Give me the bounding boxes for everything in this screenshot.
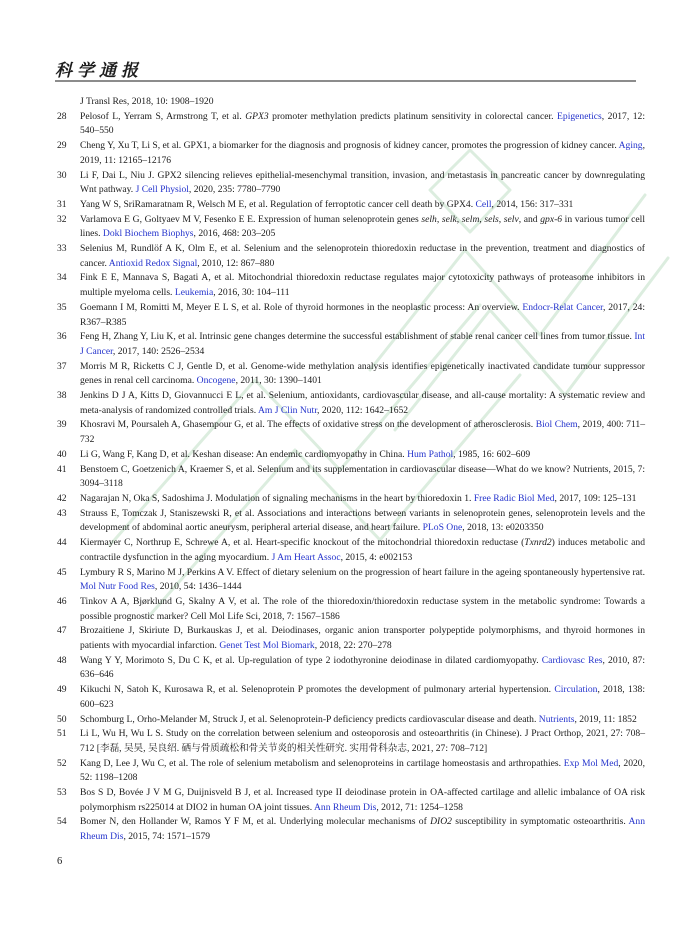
reference-text: Li F, Dai L, Niu J. GPX2 silencing relieves epithelial-mesenchymal transition, invasion, and metastasis in pancreatic cancer by downregulating Wnt pathway. [80, 169, 645, 196]
journal-link[interactable]: Cell [475, 198, 492, 210]
reference-item [57, 683, 645, 712]
reference-text: , 2017, 140: 2526–2534 [112, 345, 205, 357]
journal-logo: 科学通报 [55, 61, 143, 80]
reference-text: , 2010, 12: 867–880 [197, 257, 275, 269]
reference-text: , 2012, 71: 1254–1258 [376, 801, 463, 813]
reference-number: 29 [57, 140, 67, 152]
reference-number: 39 [57, 419, 67, 431]
journal-link[interactable]: Antioxid Redox Signal [108, 257, 198, 269]
reference-item [57, 492, 645, 507]
reference-item [57, 566, 645, 595]
reference-item [57, 242, 645, 271]
reference-text: , 2019, 400: 711–732 [80, 419, 646, 446]
reference-item [57, 198, 645, 213]
reference-text: Nagarajan N, Oka S, Sadoshima J. Modulation of signaling mechanisms in the heart by thioredoxin 1. [80, 492, 474, 504]
reference-text: , [498, 213, 504, 225]
reference-item [57, 448, 645, 463]
journal-link[interactable]: Free Radic Biol Med [473, 492, 555, 504]
reference-text: promoter methylation predicts platinum sensitivity in colorectal cancer. [268, 110, 558, 122]
reference-number: 34 [57, 272, 67, 284]
reference-text: Selenius M, Rundlöf A K, Olm E, et al. Selenium and the selenoprotein thioredoxin reductase in the prevention, treatment and diagnostics of cancer. [80, 243, 645, 269]
reference-text: , 2017, 24: R367–R385 [80, 301, 646, 328]
reference-number: 38 [57, 390, 67, 402]
reference-text: in various tumor cell lines. [80, 213, 645, 240]
italic-term: DIO2 [430, 816, 452, 828]
reference-text: Morris M R, Ricketts C J, Gentle D, et al. Genome-wide methylation analysis identifies epigenetically inactivated candidate tumour suppressor genes in renal cell carcinoma. [80, 360, 645, 387]
reference-text: Li L, Wu H, Wu L S. Study on the correlation between selenium and osteoporosis and osteoarthritis (in Chinese). J Pract Orthop, 2021, 27: 708–712 [李磊, 吴昊, 吴良绍. 硒与骨质疏松和骨关节炎的相关性研究. 实用骨科杂志, 2021, 27: 708–712] [80, 728, 645, 754]
reference-item [57, 139, 645, 168]
reference-item [57, 786, 645, 815]
reference-text: , 2017, 12: 540–550 [80, 110, 645, 137]
header-rule [55, 80, 636, 82]
italic-term: sels [484, 213, 499, 225]
journal-link[interactable]: Exp Mol Med [563, 757, 619, 769]
reference-number: 52 [57, 757, 67, 769]
italic-term: selk [441, 213, 457, 225]
italic-term: GPX3 [245, 110, 269, 122]
reference-text: , 2019, 11: 12165–12176 [80, 140, 645, 166]
italic-term: Txnrd2 [524, 537, 552, 549]
journal-link[interactable]: Aging [618, 140, 643, 152]
reference-text: Brozaitiene J, Skiriute D, Burkauskas J, et al. Deiodinases, organic anion transporter polypeptide polymorphisms, and thyroid hormones in patients with myocardial infarction. [80, 625, 645, 652]
page-number: 6 [57, 856, 63, 867]
reference-text: , 2011, 30: 1390–1401 [235, 375, 322, 387]
reference-number: 44 [57, 537, 67, 549]
italic-term: gpx-6 [540, 213, 563, 225]
journal-link[interactable]: Circulation [554, 684, 598, 696]
reference-text: , 2010, 87: 636–646 [80, 654, 646, 681]
reference-number: 41 [57, 463, 67, 475]
reference-text: ) induces metabolic and contractile dysfunction in the aging myocardium. [80, 537, 646, 563]
journal-link[interactable]: Leukemia [174, 287, 214, 299]
reference-text: , 2017, 109: 125–131 [554, 492, 637, 504]
reference-text: Bos S D, Bovée J V M G, Duijnisveld B J, et al. Increased type II deiodinase protein in OA-affected cartilage and allelic imbalance of OA risk polymorphism rs225014 at DIO2 in human OA joint tissues. [80, 787, 645, 813]
reference-number: 51 [57, 728, 67, 740]
reference-text: Kiermayer C, Northrup E, Schrewe A, et al. Heart-specific knockout of the mitochondrial thioredoxin reductase ( [80, 537, 525, 549]
reference-number: 54 [57, 816, 67, 828]
reference-text: Jenkins D J A, Kitts D, Giovannucci E L, et al. Selenium, antioxidants, cardiovascular disease, and all-cause mortality: A systematic review and meta-analysis of randomized controlled trials. [80, 390, 645, 416]
reference-text: Strauss E, Tomczak J, Staniszewski R, et al. Associations and interactions between variants in selenoprotein genes, selenoprotein levels and the development of abdominal aortic aneurysm, peripheral arterial disease, and heart failure. [80, 507, 645, 534]
reference-text: , 1985, 16: 602–609 [453, 448, 531, 460]
reference-item [57, 536, 645, 565]
reference-text: Cheng Y, Xu T, Li S, et al. GPX1, a biomarker for the diagnosis and prognosis of kidney cancer, promotes the progression of kidney cancer. [80, 140, 619, 152]
reference-number: 30 [57, 169, 67, 181]
reference-text: , [436, 213, 442, 225]
journal-link[interactable]: Int J Cancer [80, 331, 645, 357]
reference-text: susceptibility in symptomatic osteoarthritis. [451, 816, 629, 828]
reference-text: Kikuchi N, Satoh K, Kurosawa R, et al. Selenoprotein P promotes the development of pulmonary arterial hypertension. [80, 684, 555, 696]
reference-number: 48 [57, 654, 67, 666]
reference-text: Wang Y Y, Morimoto S, Du C K, et al. Up-regulation of type 2 iodothyronine deiodinase in dilated cardiomyopathy. [80, 654, 542, 666]
reference-number: 40 [57, 448, 67, 460]
reference-item [57, 727, 645, 756]
reference-text: Fink E E, Mannava S, Bagati A, et al. Mitochondrial thioredoxin reductase regulates major cytotoxicity pathways of proteasome inhibitors in multiple myeloma cells. [80, 272, 645, 299]
reference-text: Schomburg L, Orho-Melander M, Struck J, et al. Selenoprotein-P deficiency predicts cardiovascular disease and death. [80, 713, 539, 725]
reference-number: 33 [57, 243, 67, 255]
reference-text: Pelosof L, Yerram S, Armstrong T, et al. [80, 110, 246, 122]
italic-term: selh [421, 213, 437, 225]
reference-text: , 2019, 11: 1852 [574, 713, 637, 725]
references-section [57, 95, 645, 845]
reference-item [57, 110, 645, 139]
journal-link[interactable]: Biol Chem [535, 419, 578, 431]
journal-link[interactable]: Dokl Biochem Biophys [102, 228, 194, 240]
reference-item [57, 271, 645, 300]
reference-item [57, 330, 645, 359]
reference-text: Goemann I M, Romitti M, Meyer E L S, et al. Role of thyroid hormones in the neoplastic process: An overview. [80, 301, 523, 313]
reference-item [57, 389, 645, 418]
reference-continuation-line: J Transl Res, 2018, 10: 1908–1920 [80, 96, 214, 107]
italic-term: selm [461, 213, 480, 225]
reference-text: Tinkov A A, Bjørklund G, Skalny A V, et al. The role of the thioredoxin/thioredoxin reductase system in the metabolic syndrome: Towards a possible prognostic marker? Cell Mol Life Sci, 2018, 7: 1567–1586 [80, 595, 645, 622]
journal-link[interactable]: J Cell Physiol [135, 184, 189, 196]
journal-link[interactable]: Ann Rheum Dis [80, 816, 646, 843]
reference-number: 36 [57, 331, 67, 343]
reference-number: 50 [57, 713, 67, 725]
journal-link[interactable]: Endocr-Relat Cancer [522, 301, 603, 313]
reference-text: , 2015, 74: 1571–1579 [123, 831, 211, 843]
reference-text: , 2020, 235: 7780–7790 [188, 184, 281, 196]
reference-item [57, 624, 645, 653]
reference-text: , 2018, 13: e0203350 [462, 522, 544, 534]
reference-item [57, 507, 645, 536]
journal-link[interactable]: Epigenetics [557, 110, 602, 122]
reference-text: , 2014, 156: 317–331 [491, 198, 574, 210]
reference-text: , 2018, 138: 600–623 [80, 684, 645, 710]
reference-item [57, 213, 645, 242]
reference-text: , and [518, 213, 541, 225]
reference-number: 28 [57, 110, 67, 122]
reference-list [57, 110, 645, 845]
reference-number: 47 [57, 625, 67, 637]
reference-number: 37 [57, 360, 67, 372]
journal-link[interactable]: Nutrients [538, 713, 575, 725]
reference-number: 32 [57, 213, 67, 225]
reference-text: Bomer N, den Hollander W, Ramos Y F M, et al. Underlying molecular mechanisms of [80, 816, 431, 828]
reference-text: Yang W S, SriRamaratnam R, Welsch M E, et al. Regulation of ferroptotic cancer cell death by GPX4. [80, 198, 476, 210]
reference-text: , [479, 213, 485, 225]
journal-link[interactable]: Oncogene [196, 375, 236, 387]
journal-link[interactable]: Ann Rheum Dis [313, 801, 377, 813]
italic-term: selv [503, 213, 519, 225]
reference-number: 43 [57, 507, 67, 519]
reference-number: 35 [57, 301, 67, 313]
journal-link[interactable]: Mol Nutr Food Res [80, 581, 155, 593]
reference-text: , 2018, 22: 270–278 [314, 640, 392, 652]
reference-number: 46 [57, 595, 67, 607]
reference-text: , 2015, 4: e002153 [340, 551, 413, 563]
reference-text: , 2020, 52: 1198–1208 [80, 757, 645, 784]
journal-link[interactable]: Am J Clin Nutr [257, 404, 318, 416]
reference-item [57, 418, 645, 447]
reference-text: Feng H, Zhang Y, Liu K, et al. Intrinsic gene changes determine the successful establishment of stable renal cancer cell lines from tumor tissue. [80, 331, 635, 343]
reference-item [57, 757, 645, 786]
reference-text: Varlamova E G, Goltyaev M V, Fesenko E E. Expression of human selenoprotein genes [80, 213, 422, 225]
reference-text: Benstoem C, Goetzenich A, Kraemer S, et al. Selenium and its supplementation in cardiovascular disease—What do we know? Nutrients, 2015, 7: 3094–3118 [80, 463, 645, 490]
reference-item [57, 169, 645, 198]
journal-link[interactable]: J Am Heart Assoc [271, 551, 341, 563]
reference-number: 45 [57, 566, 67, 578]
reference-item [57, 463, 645, 492]
reference-text: , 2010, 54: 1436–1444 [154, 581, 242, 593]
reference-text: Khosravi M, Poursaleh A, Ghasempour G, et al. The effects of oxidative stress on the development of atherosclerosis. [80, 419, 536, 431]
reference-number: 31 [57, 198, 67, 210]
reference-number: 53 [57, 787, 67, 799]
reference-item [57, 595, 645, 624]
reference-text: Kang D, Lee J, Wu C, et al. The role of selenium metabolism and selenoproteins in cartilage homeostasis and arthropathies. [80, 757, 564, 769]
journal-link[interactable]: Cardiovasc Res [541, 654, 603, 666]
reference-item [57, 713, 645, 728]
reference-text: Li G, Wang F, Kang D, et al. Keshan disease: An endemic cardiomyopathy in China. [80, 448, 408, 460]
reference-text: Lymbury R S, Marino M J, Perkins A V. Effect of dietary selenium on the progression of heart failure in the ageing spontaneously hypertensive rat. [80, 566, 645, 578]
reference-text: , [456, 213, 462, 225]
reference-item [57, 815, 645, 844]
journal-link[interactable]: Hum Pathol [407, 448, 454, 460]
reference-number: 42 [57, 492, 67, 504]
reference-text: , 2016, 468: 203–205 [193, 228, 276, 240]
reference-text: , 2020, 112: 1642–1652 [317, 404, 409, 416]
reference-number: 49 [57, 684, 67, 696]
reference-item [57, 301, 645, 330]
reference-text: , 2016, 30: 104–111 [213, 287, 290, 299]
journal-link[interactable]: PLoS One [422, 522, 463, 534]
reference-item [57, 360, 645, 389]
journal-link[interactable]: Genet Test Mol Biomark [219, 640, 315, 652]
reference-item [57, 654, 645, 683]
